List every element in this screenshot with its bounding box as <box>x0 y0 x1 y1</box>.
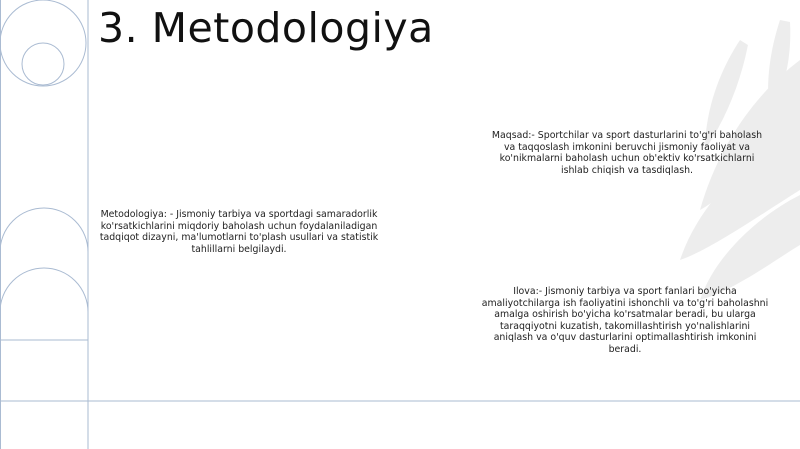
inner-circle <box>22 43 64 85</box>
arch-upper <box>0 208 88 252</box>
metodologiya-text: Metodologiya: - Jismoniy tarbiya va sportdagi samaradorlik ko'rsatkichlarini miqdoriy baholash uchun foydalaniladigan tadqiqot dizayni, ma'lumotlarni to'plash usullari va statistik tahlillarni belgilaydi. <box>99 209 379 255</box>
maqsad-text: Maqsad:- Sportchilar va sport dasturlarini to'g'ri baholash va taqqoslash imkonini beruvchi jismoniy faoliyat va ko'nikmalarni baholash uchun ob'ektiv ko'rsatkichlarni ishlab chiqish va tasdiqlash. <box>491 130 763 176</box>
arch-lower <box>0 268 88 340</box>
slide-title: 3. Metodologiya <box>98 4 434 52</box>
ilova-text: Ilova:- Jismoniy tarbiya va sport fanlari bo'yicha amaliyotchilarga ish faoliyatini ishonchli va to'g'ri baholashni amalga oshirish bo'yicha ko'rsatmalar beradi, bu ularga taraqqiyotni kuzatish, takomillashtirish yo'nalishlarini aniqlash va o'quv dasturlarini optimallashtirish imkonini beradi. <box>481 286 769 355</box>
